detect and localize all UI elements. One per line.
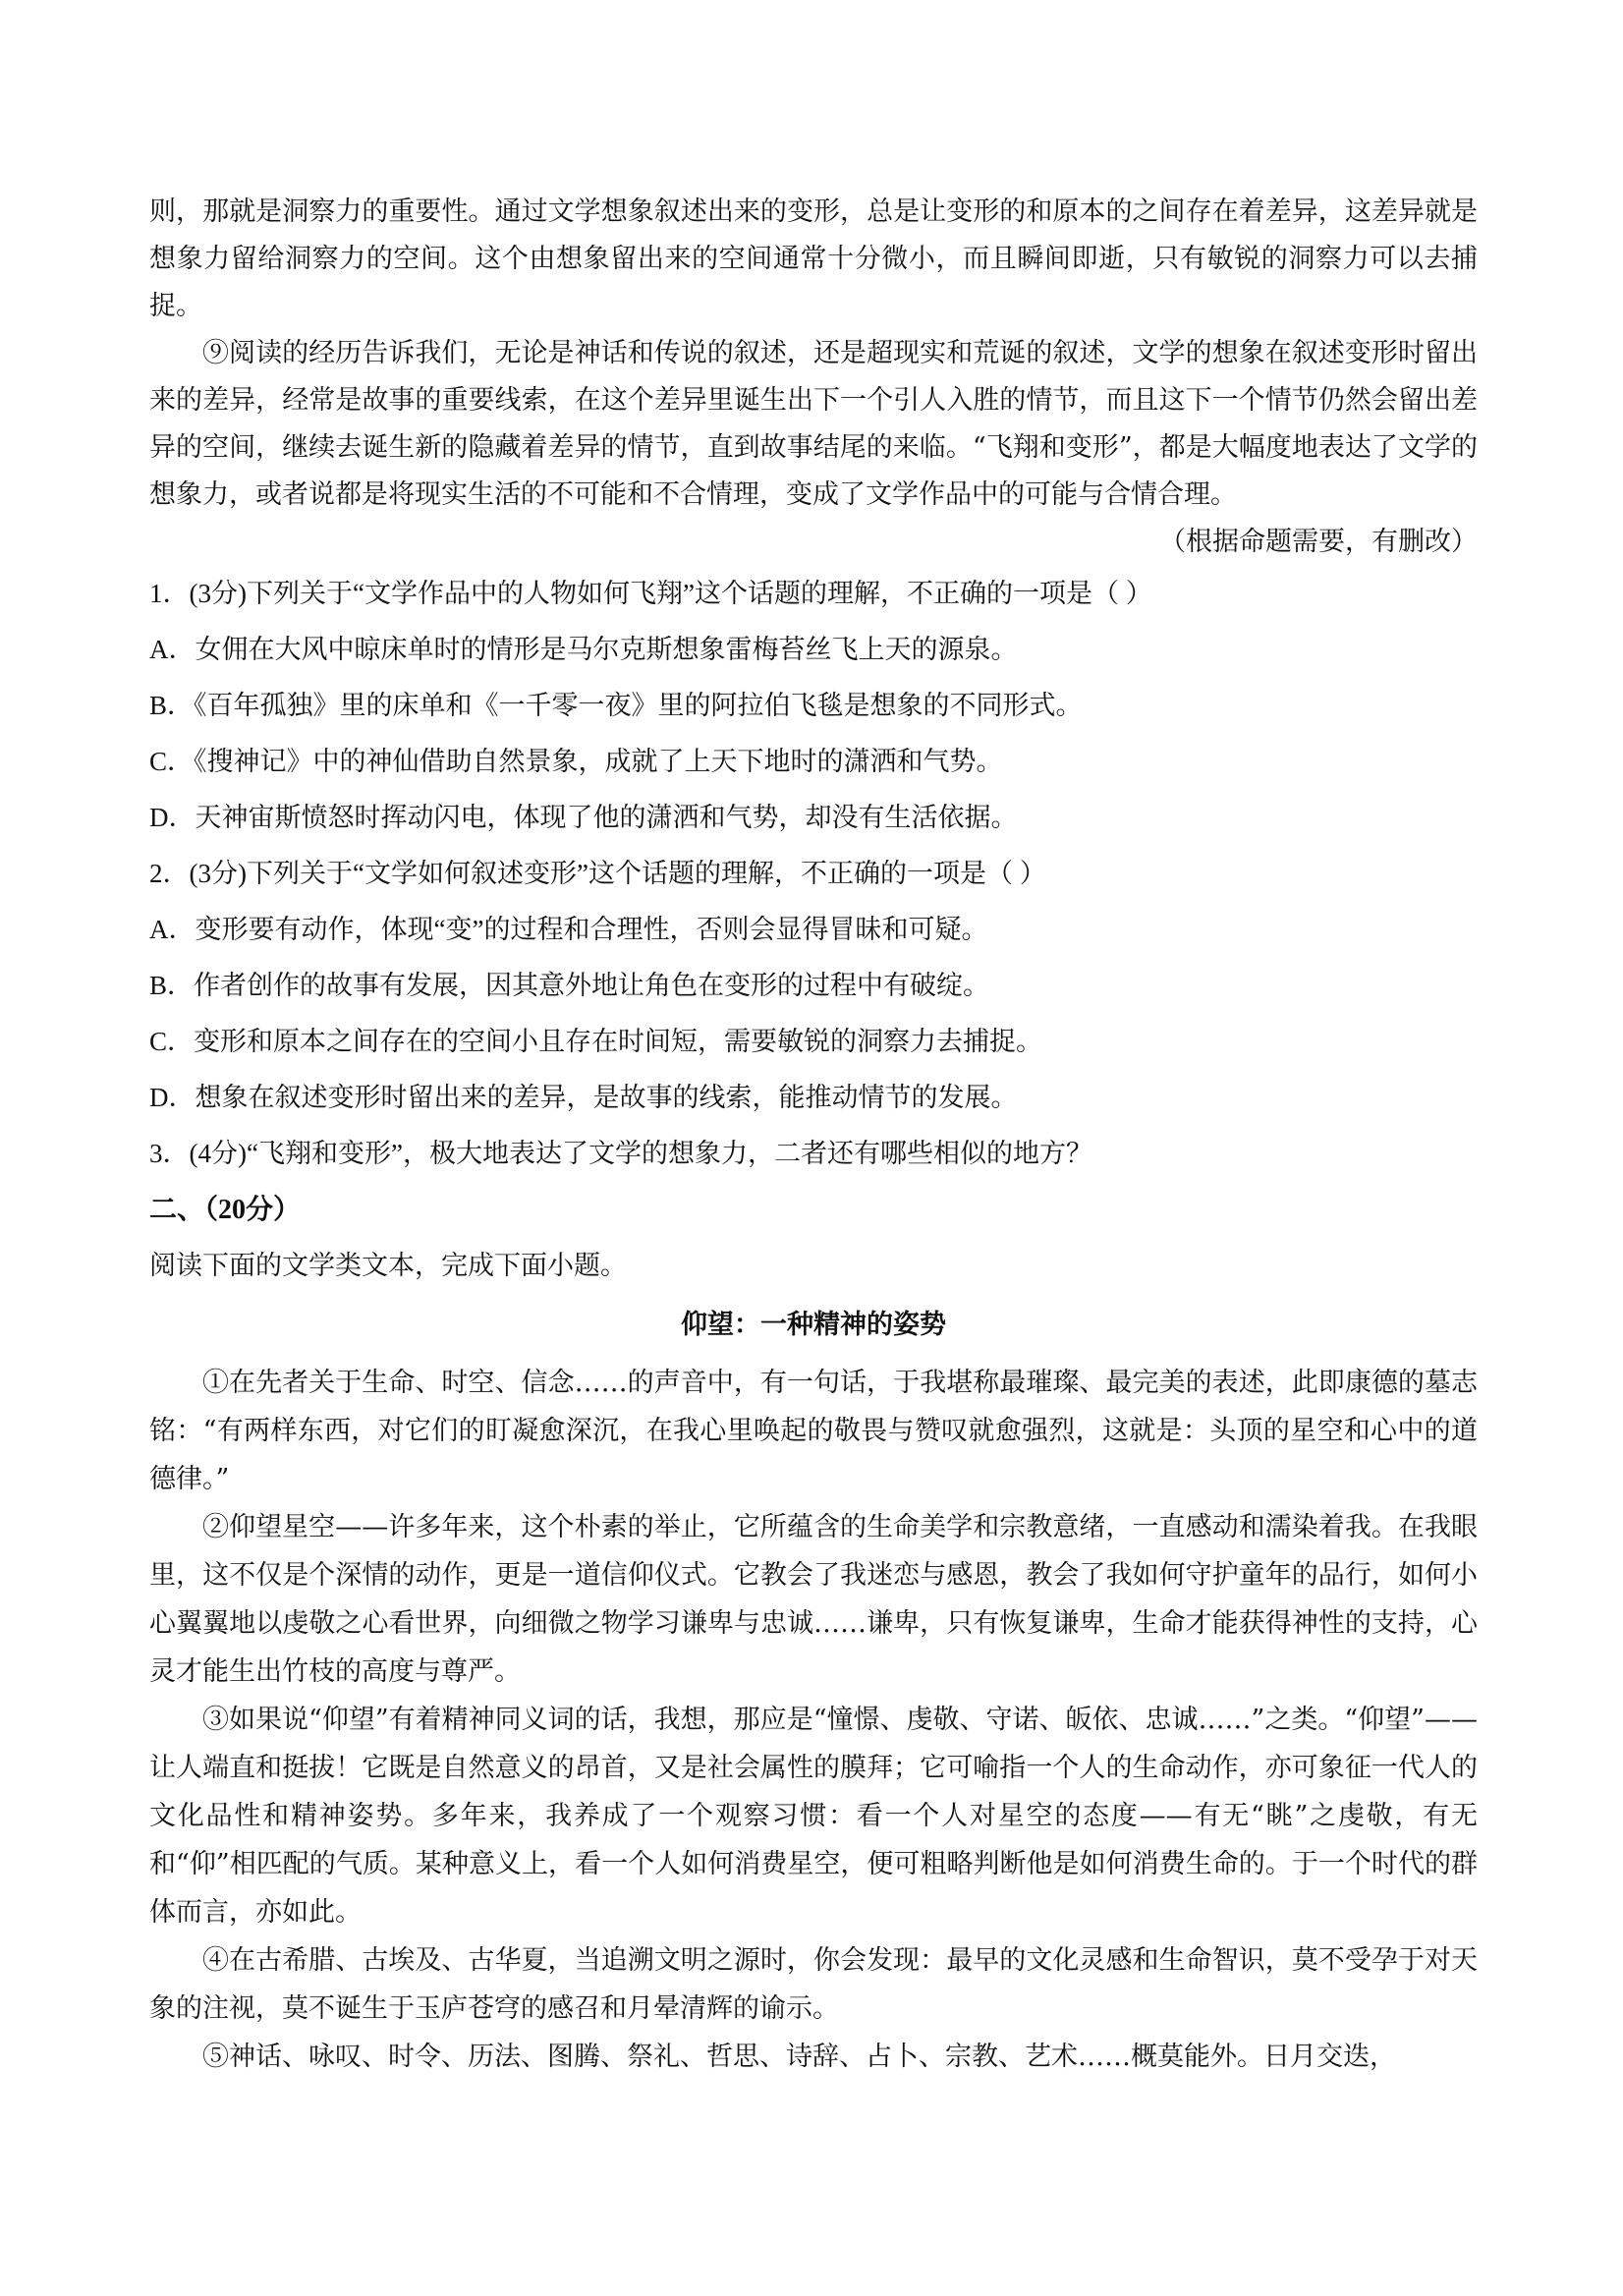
document-page <box>149 189 1478 2081</box>
question-list <box>149 566 1478 1182</box>
answer-option: A．女佣在大风中晾床单时的情形是马尔克斯想象雷梅苔丝飞上天的源泉。 <box>149 635 1018 664</box>
essay-title: 仰望：一种精神的姿势 <box>681 1310 946 1340</box>
passage-paragraph: 则，那就是洞察力的重要性。通过文学想象叙述出来的变形，总是让变形的和原本的之间存在着差异，这差异就是想象力留给洞察力的空间。这个由想象留出来的空间通常十分微小，而且瞬间即逝，只有敏锐的洞察力可以去捕捉。 <box>149 196 1478 321</box>
answer-option: D．想象在叙述变形时留出来的差异，是故事的线索，能推动情节的发展。 <box>149 1083 1018 1112</box>
essay-paragraph: ③如果说“仰望”有着精神同义词的话，我想，那应是“憧憬、虔敬、守诺、皈依、忠诚……”之类。“仰望”——让人端直和挺拔！它既是自然意义的昂首，又是社会属性的膜拜；它可喻指一个人的生命动作，亦可象征一代人的文化品性和精神姿势。多年来，我养成了一个观察习惯：看一个人对星空的态度——有无“眺”之虔敬，有无和“仰”相匹配的气质。某种意义上，看一个人如何消费星空，便可粗略判断他是如何消费生命的。于一个时代的群体而言，亦如此。 <box>149 1705 1478 1928</box>
essay-paragraph: ④在古希腊、古埃及、古华夏，当追溯文明之源时，你会发现：最早的文化灵感和生命智识，莫不受孕于对天象的注视，莫不诞生于玉庐苍穹的感召和月晕清辉的谕示。 <box>149 1945 1478 2024</box>
question-stem: 1．(3分)下列关于“文学作品中的人物如何飞翔”这个话题的理解，不正确的一项是（ ） <box>149 579 1152 608</box>
question-stem: 3．(4分)“飞翔和变形”，极大地表达了文学的想象力，二者还有哪些相似的地方？ <box>149 1139 1092 1168</box>
section-heading: 二、（20分） <box>149 1195 302 1225</box>
essay-paragraph: ②仰望星空——许多年来，这个朴素的举止，它所蕴含的生命美学和宗教意绪，一直感动和濡染着我。在我眼里，这不仅是个深情的动作，更是一道信仰仪式。它教会了我迷恋与感恩，教会了我如何守护童年的品行，如何小心翼翼地以虔敬之心看世界，向细微之物学习谦卑与忠诚……谦卑，只有恢复谦卑，生命才能获得神性的支持，心灵才能生出竹枝的高度与尊严。 <box>149 1512 1478 1687</box>
answer-option: B．《百年孤独》里的床单和《一千零一夜》里的阿拉伯飞毯是想象的不同形式。 <box>149 691 1083 720</box>
essay-paragraph: ⑤神话、咏叹、时令、历法、图腾、祭礼、哲思、诗辞、占卜、宗教、艺术……概莫能外。日月交迭， <box>202 2042 1396 2072</box>
answer-option: A．变形要有动作，体现“变”的过程和合理性，否则会显得冒昧和可疑。 <box>149 915 988 944</box>
essay-paragraph: ①在先者关于生命、时空、信念……的声音中，有一句话，于我堪称最璀璨、最完美的表述，此即康德的墓志铭：“有两样东西，对它们的盯凝愈深沉，在我心里唤起的敬畏与赞叹就愈强烈，这就是：头顶的星空和心中的道德律。” <box>149 1368 1478 1494</box>
source-note: （根据命题需要，有删改） <box>1159 527 1478 557</box>
answer-option: B．作者创作的故事有发展，因其意外地让角色在变形的过程中有破绽。 <box>149 971 990 1000</box>
passage-paragraph: ⑨阅读的经历告诉我们，无论是神话和传说的叙述，还是超现实和荒诞的叙述，文学的想象在叙述变形时留出来的差异，经常是故事的重要线索，在这个差异里诞生出下一个引人入胜的情节，而且这下一个情节仍然会留出差异的空间，继续去诞生新的隐藏着差异的情节，直到故事结尾的来临。“飞翔和变形”，都是大幅度地表达了文学的想象力，或者说都是将现实生活的不可能和不合情理，变成了文学作品中的可能与合情合理。 <box>149 338 1478 510</box>
answer-option: D．天神宙斯愤怒时挥动闪电，体现了他的潇洒和气势，却没有生活依据。 <box>149 803 1018 832</box>
section-intro: 阅读下面的文学类文本，完成下面小题。 <box>149 1251 627 1280</box>
answer-option: C．变形和原本之间存在的空间小且存在时间短，需要敏锐的洞察力去捕捉。 <box>149 1027 1043 1056</box>
answer-option: C．《搜神记》中的神仙借助自然景象，成就了上天下地时的潇洒和气势。 <box>149 747 1003 776</box>
question-stem: 2．(3分)下列关于“文学如何叙述变形”这个话题的理解，不正确的一项是（ ） <box>149 859 1046 888</box>
